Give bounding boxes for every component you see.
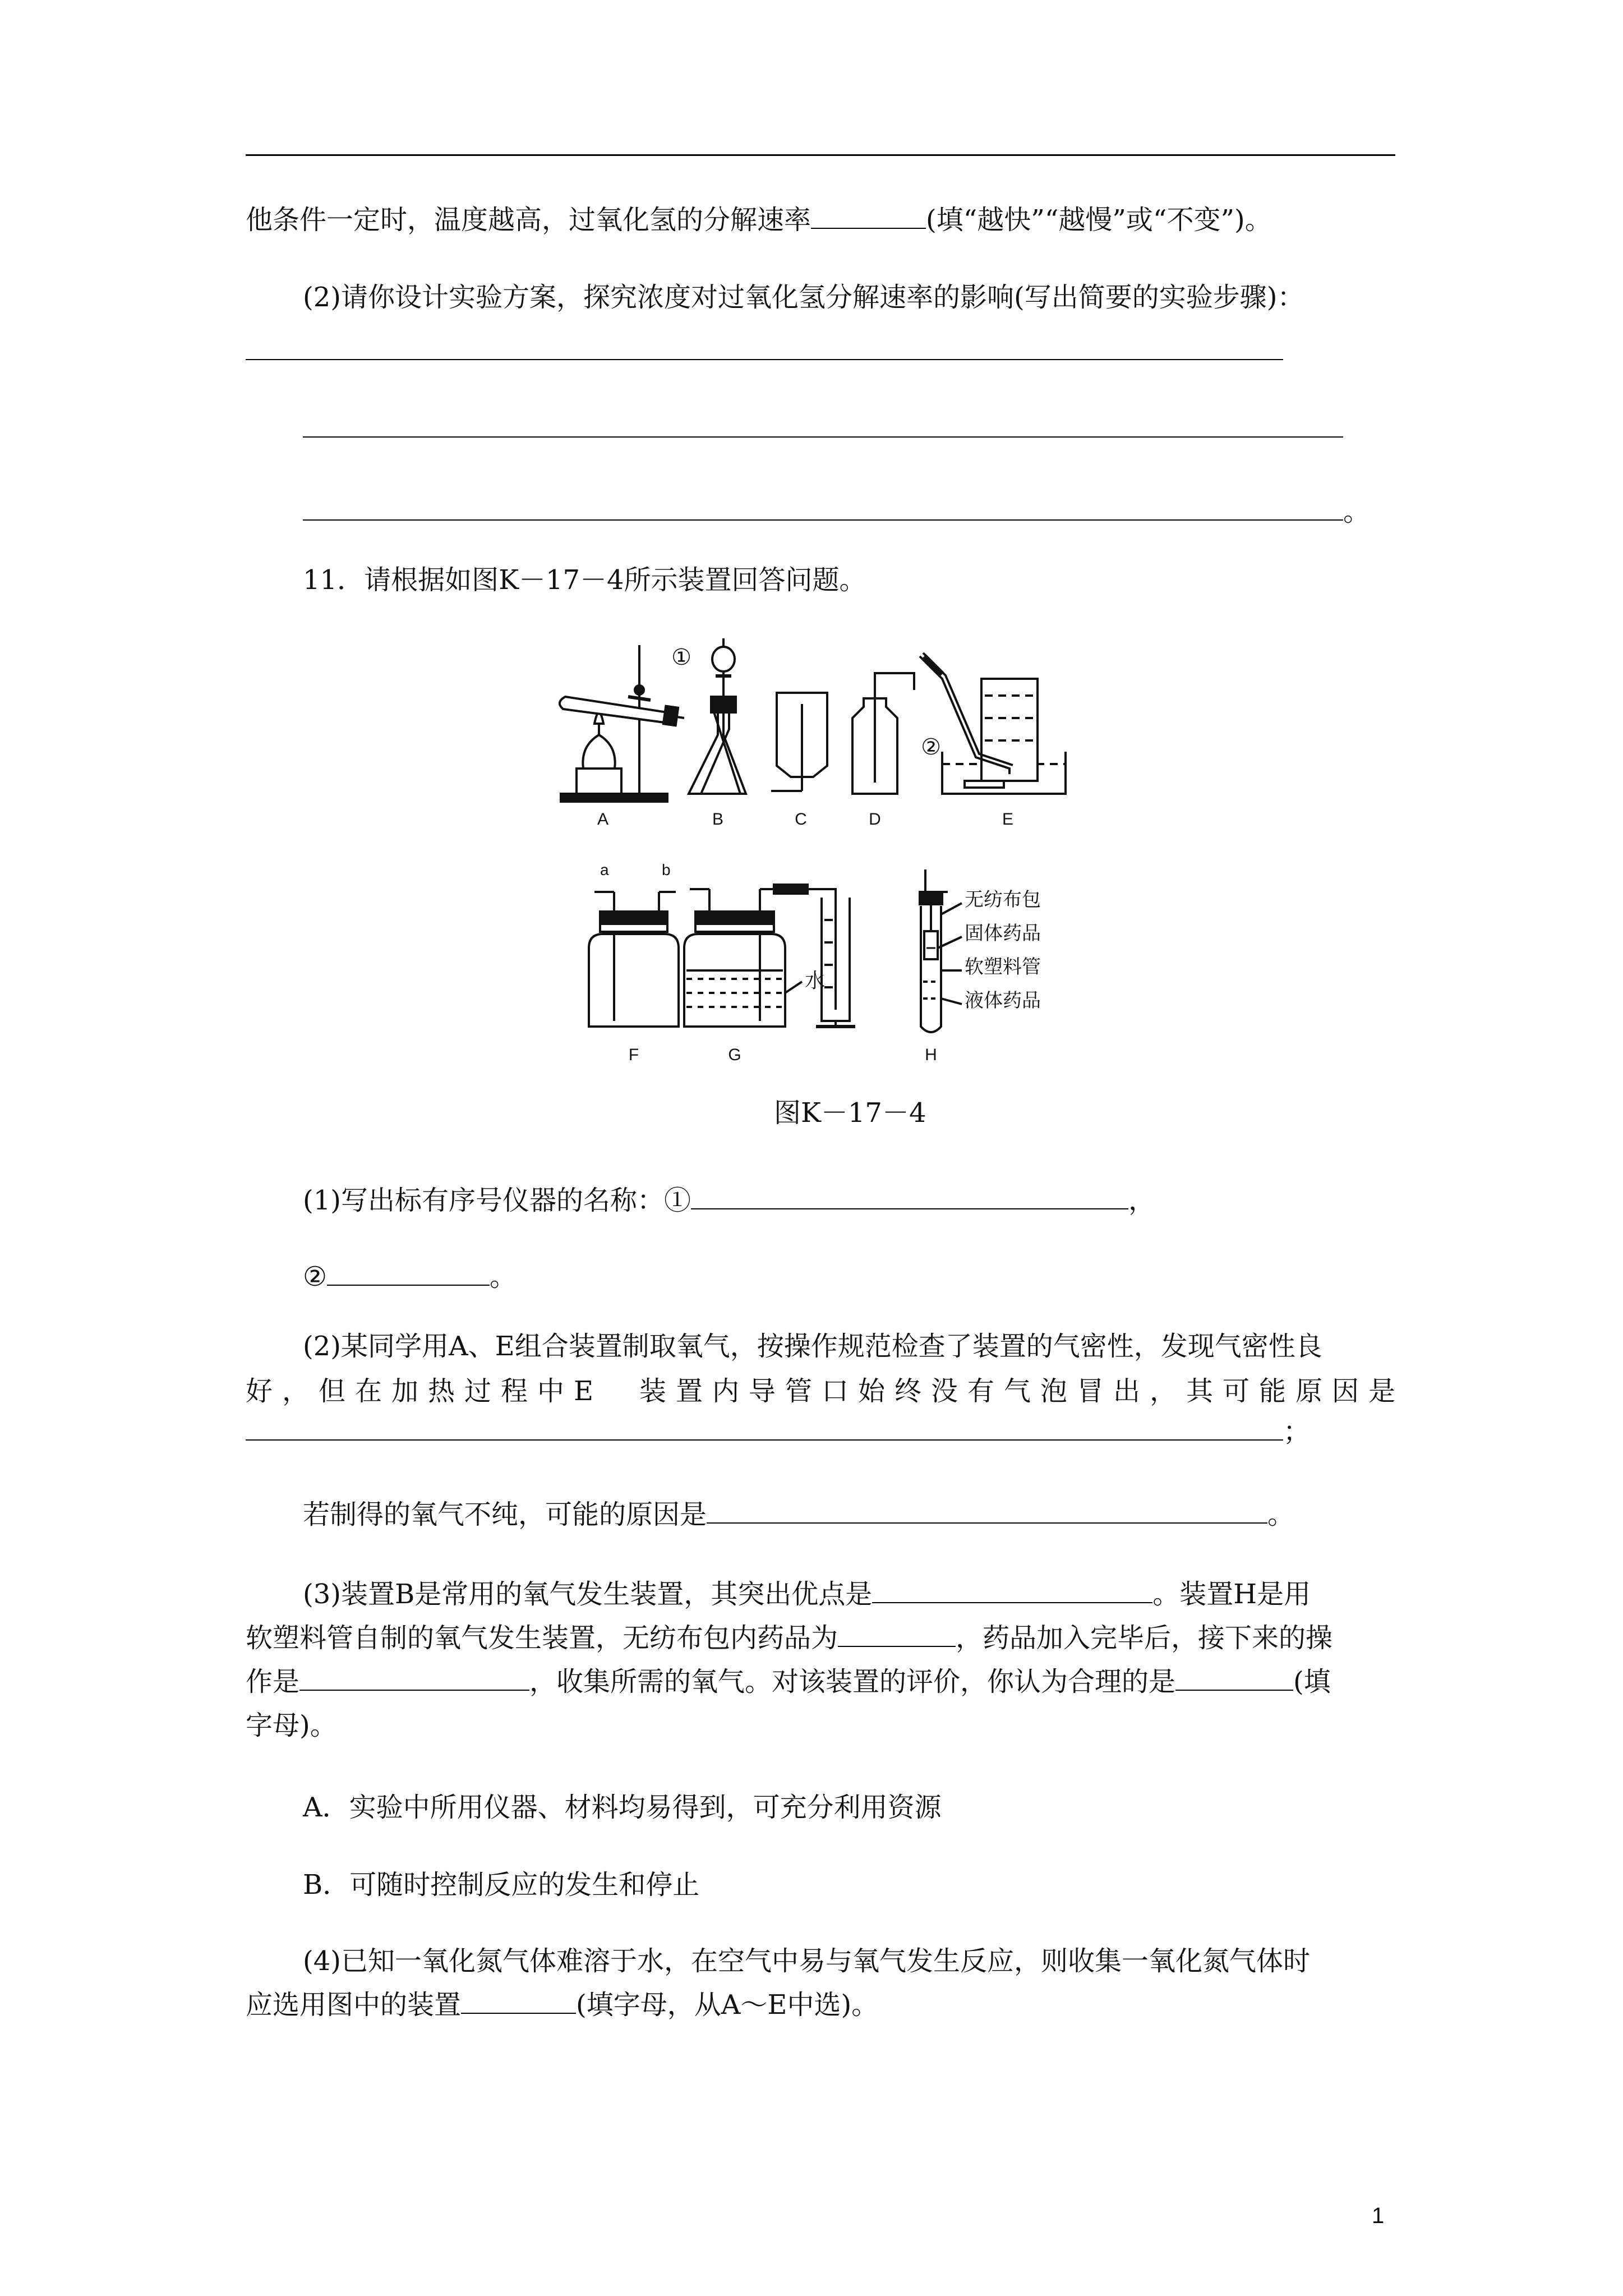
text: 他条件一定时，温度越高，过氧化氢的分解速率 — [246, 204, 811, 236]
part-4-line-2 — [246, 1987, 1401, 2023]
answer-line-3-row — [303, 494, 1458, 530]
text: 。装置H是用 — [1152, 1579, 1311, 1610]
apparatus-a — [560, 645, 684, 802]
question-2-prompt — [303, 279, 1458, 315]
text: 应选用图中的装置 — [246, 1989, 462, 2021]
label-h: H — [925, 1046, 937, 1064]
answer-blank-6[interactable] — [838, 1621, 956, 1647]
apparatus-f — [589, 861, 679, 1027]
answer-blank-2[interactable] — [327, 1260, 490, 1286]
label-a: A — [597, 810, 609, 829]
part-1-line-2 — [303, 1259, 1458, 1295]
answer-blank-5[interactable] — [872, 1577, 1152, 1603]
page-number: 1 — [1372, 2203, 1385, 2228]
figure-caption: 图K－17－4 — [774, 1097, 926, 1129]
label-f: F — [628, 1046, 639, 1064]
part-3-line-4 — [246, 1708, 1401, 1743]
part-1-line-1 — [303, 1182, 1458, 1218]
text: 11．请根据如图K－17－4所示装置回答问题。 — [303, 564, 866, 596]
part-2-line-1 — [303, 1328, 1458, 1364]
answer-blank-8[interactable] — [1175, 1665, 1293, 1691]
part-4-line-1 — [303, 1943, 1458, 1979]
question-11-title — [303, 562, 1458, 598]
apparatus-c — [771, 693, 827, 791]
apparatus-diagram — [550, 634, 1166, 1071]
part-2-line-3 — [246, 1414, 1401, 1450]
part-3-line-2 — [246, 1620, 1401, 1656]
text: (1)写出标有序号仪器的名称：① — [303, 1185, 691, 1216]
answer-blank-4[interactable] — [707, 1498, 1267, 1524]
text: 好，但在加热过程中E 装置内导管口始终没有气泡冒出，其可能原因是 — [246, 1375, 1395, 1407]
text: A．实验中所用仪器、材料均易得到，可充分利用资源 — [303, 1792, 942, 1823]
text: 作是 — [246, 1666, 300, 1697]
label-circled-2: ② — [921, 735, 941, 760]
text: 软塑料管自制的氧气发生装置，无纺布包内药品为 — [246, 1622, 838, 1654]
text: (2)某同学用A、E组合装置制取氧气，按操作规范检查了装置的气密性，发现气密性良 — [303, 1331, 1322, 1362]
answer-blank-3[interactable] — [246, 1415, 1283, 1441]
label-h-bag: 无纺布包 — [965, 889, 1041, 910]
text: (填字母，从A～E中选)。 — [576, 1989, 879, 2021]
text: 。 — [1343, 496, 1371, 527]
answer-blank[interactable] — [811, 203, 926, 229]
text: 若制得的氧气不纯，可能的原因是 — [303, 1499, 707, 1530]
text: ② — [303, 1261, 328, 1292]
answer-line-2[interactable] — [303, 412, 1343, 438]
answer-blank-1[interactable] — [691, 1184, 1128, 1209]
option-a — [303, 1789, 1458, 1825]
label-c: C — [795, 810, 807, 829]
label-e: E — [1002, 810, 1014, 829]
text: ； — [1283, 1416, 1311, 1447]
label-h-tube: 软塑料管 — [965, 956, 1041, 978]
text: (4)已知一氧化氮气体难溶于水，在空气中易与氧气发生反应，则收集一氧化氮气体时 — [303, 1945, 1310, 1977]
option-b — [303, 1867, 1458, 1903]
answer-blank-9[interactable] — [461, 1988, 576, 2014]
label-tube-a: a — [600, 861, 609, 878]
apparatus-b — [689, 638, 746, 794]
text: (填“越快”“越慢”或“不变”)。 — [926, 204, 1272, 236]
text: (填 — [1293, 1666, 1331, 1697]
label-d: D — [869, 810, 881, 829]
label-h-liquid: 液体药品 — [965, 990, 1041, 1011]
part-3-line-1 — [303, 1576, 1458, 1612]
apparatus-figure — [550, 634, 1166, 1071]
part-2-line-4 — [303, 1497, 1458, 1533]
label-water: 水 — [805, 969, 826, 992]
apparatus-h — [920, 869, 962, 1032]
text: (3)装置B是常用的氧气发生装置，其突出优点是 — [303, 1579, 873, 1610]
part-3-line-3 — [246, 1664, 1401, 1700]
text: 。 — [490, 1261, 517, 1292]
text: 字母)。 — [246, 1710, 337, 1741]
answer-line-3[interactable] — [303, 495, 1343, 521]
apparatus-e — [920, 653, 1066, 794]
label-circled-1: ① — [671, 645, 691, 670]
answer-line-1[interactable] — [246, 334, 1283, 360]
text: B．可随时控制反应的发生和停止 — [303, 1869, 700, 1901]
label-b: B — [712, 810, 724, 829]
text: 。 — [1267, 1499, 1295, 1530]
label-h-solid: 固体药品 — [965, 923, 1041, 944]
apparatus-d — [852, 673, 914, 794]
header-rule — [246, 154, 1395, 156]
text: ，药品加入完毕后，接下来的操 — [956, 1622, 1333, 1654]
label-g: G — [728, 1046, 741, 1064]
text-line-1 — [246, 202, 1401, 238]
part-2-line-2 — [246, 1373, 1395, 1409]
answer-blank-7[interactable] — [299, 1665, 529, 1691]
text: ， — [1128, 1185, 1156, 1216]
label-tube-b: b — [662, 861, 671, 878]
text: ，收集所需的氧气。对该装置的评价，你认为合理的是 — [529, 1666, 1176, 1697]
apparatus-g — [684, 885, 855, 1027]
text: (2)请你设计实验方案，探究浓度对过氧化氢分解速率的影响(写出简要的实验步骤)： — [303, 282, 1304, 313]
